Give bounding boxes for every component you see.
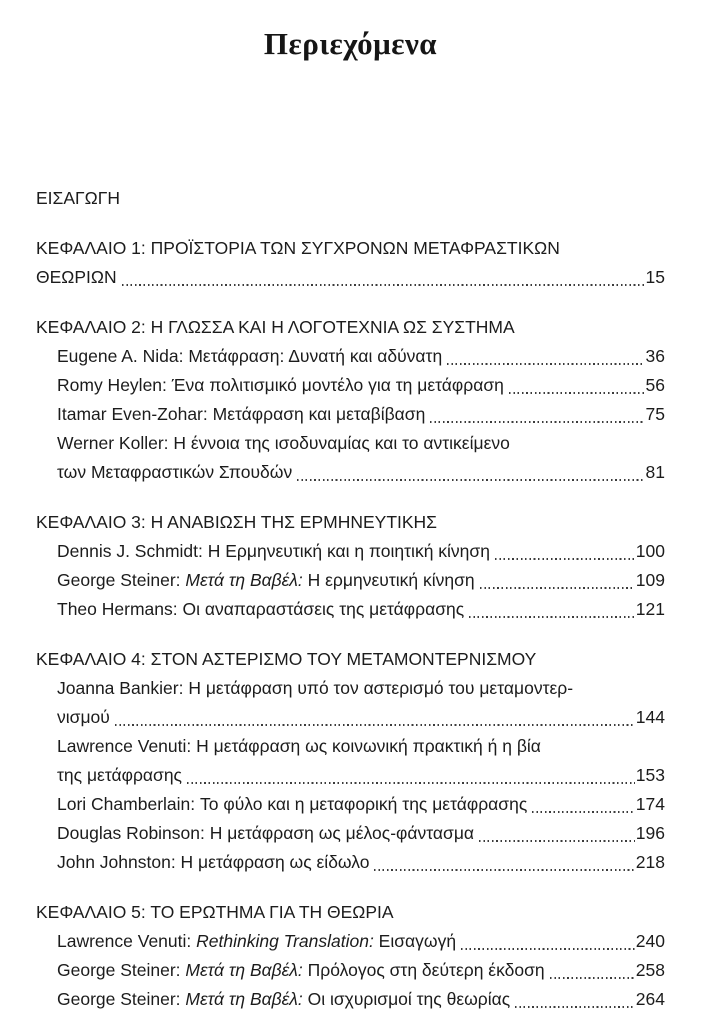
dot-leader: [550, 977, 635, 979]
dot-leader: [515, 1006, 635, 1008]
page-number: 109: [635, 570, 665, 590]
toc-entry-continuation: [36, 703, 665, 732]
toc-section-chapter-2: [36, 313, 665, 487]
entry-text: Theo Hermans: Οι αναπαραστάσεις της μετάφρασης: [57, 599, 465, 619]
dot-leader: [447, 363, 644, 365]
page-number: 144: [635, 707, 665, 727]
heading-text: ΚΕΦΑΛΑΙΟ 5: ΤΟ ΕΡΩΤΗΜΑ ΓΙΑ ΤΗ ΘΕΩΡΙΑ: [36, 902, 394, 922]
dot-leader: [374, 869, 634, 871]
dot-leader: [461, 948, 635, 950]
toc-heading: [36, 234, 665, 263]
toc-entry: [36, 429, 665, 458]
book-title-italic: Rethinking Translation:: [196, 931, 374, 951]
heading-text: ΚΕΦΑΛΑΙΟ 4: ΣΤΟΝ ΑΣΤΕΡΙΣΜΟ ΤΟΥ ΜΕΤΑΜΟΝΤΕΡΝΙΣΜΟΥ: [36, 649, 537, 669]
toc-entry: [36, 537, 665, 566]
toc-entry: [36, 956, 665, 985]
toc-section-chapter-4: [36, 645, 665, 877]
heading-text: ΚΕΦΑΛΑΙΟ 1: ΠΡΟΪΣΤΟΡΙΑ ΤΩΝ ΣΥΓΧΡΟΝΩΝ ΜΕΤΑΦΡΑΣΤΙΚΩΝ: [36, 238, 560, 258]
page-number: 174: [635, 794, 665, 814]
heading-text: ΘΕΩΡΙΩΝ: [36, 267, 117, 287]
entry-text: νισμού: [57, 707, 110, 727]
dot-leader: [115, 724, 635, 726]
dot-leader: [479, 840, 635, 842]
page-number: 56: [645, 375, 665, 395]
entry-text: George Steiner: Μετά τη Βαβέλ: Πρόλογος στη δεύτερη έκδοση: [57, 960, 545, 980]
page-title: Περιεχόμενα: [263, 26, 438, 61]
toc-heading-continuation: [36, 263, 665, 292]
page-number: 196: [635, 823, 665, 843]
entry-text: Lawrence Venuti: Η μετάφραση ως κοινωνική πρακτική ή η βία: [57, 736, 541, 756]
dot-leader: [480, 587, 635, 589]
page-number: 15: [645, 267, 665, 287]
entry-text: Lori Chamberlain: Το φύλο και η μεταφορική της μετάφρασης: [57, 794, 528, 814]
page-number: 258: [635, 960, 665, 980]
entry-text: της μετάφρασης: [57, 765, 182, 785]
toc-entry: [36, 342, 665, 371]
entry-text: Romy Heylen: Ένα πολιτισμικό μοντέλο για τη μετάφραση: [57, 375, 504, 395]
entry-text: George Steiner: Μετά τη Βαβέλ: Οι ισχυρισμοί της θεωρίας: [57, 989, 511, 1009]
page-number: 218: [635, 852, 665, 872]
toc-section-chapter-1: [36, 234, 665, 292]
toc-entry: [36, 732, 665, 761]
toc-entry: [36, 371, 665, 400]
entry-text: Werner Koller: Η έννοια της ισοδυναμίας και το αντικείμενο: [57, 433, 510, 453]
toc-heading: [36, 184, 665, 213]
dot-leader: [430, 421, 644, 423]
entry-text: George Steiner: Μετά τη Βαβέλ: Η ερμηνευτική κίνηση: [57, 570, 475, 590]
toc-heading: [36, 508, 665, 537]
heading-text: ΚΕΦΑΛΑΙΟ 3: Η ΑΝΑΒΙΩΣΗ ΤΗΣ ΕΡΜΗΝΕΥΤΙΚΗΣ: [36, 512, 437, 532]
book-title-italic: Μετά τη Βαβέλ:: [185, 989, 303, 1009]
page-number: 36: [645, 346, 665, 366]
toc-entry: [36, 790, 665, 819]
dot-leader: [509, 392, 645, 394]
entry-text: Joanna Bankier: Η μετάφραση υπό τον αστερισμό του μεταμοντερ-: [57, 678, 574, 698]
entry-text: John Johnston: Η μετάφραση ως είδωλο: [57, 852, 370, 872]
heading-text: ΕΙΣΑΓΩΓΗ: [36, 188, 121, 208]
page-number: 153: [635, 765, 665, 785]
toc-entry: [36, 819, 665, 848]
entry-text: Dennis J. Schmidt: Η Ερμηνευτική και η ποιητική κίνηση: [57, 541, 490, 561]
toc-heading: [36, 898, 665, 927]
entry-text: των Μεταφραστικών Σπουδών: [57, 462, 293, 482]
toc-heading: [36, 645, 665, 674]
toc-entry: [36, 927, 665, 956]
heading-text: ΚΕΦΑΛΑΙΟ 2: Η ΓΛΩΣΣΑ ΚΑΙ Η ΛΟΓΟΤΕΧΝΙΑ ΩΣ ΣΥΣΤΗΜΑ: [36, 317, 515, 337]
page-number: 264: [635, 989, 665, 1009]
toc-entry: [36, 400, 665, 429]
toc-section-introduction: [36, 184, 665, 213]
page-number: 121: [635, 599, 665, 619]
toc-entry: [36, 674, 665, 703]
toc-entry-continuation: [36, 458, 665, 487]
toc-section-chapter-3: [36, 508, 665, 624]
dot-leader: [122, 284, 645, 286]
page-number: 81: [645, 462, 665, 482]
toc-entry: [36, 595, 665, 624]
entry-text: Itamar Even-Zohar: Μετάφραση και μεταβίβαση: [57, 404, 426, 424]
entry-text: Douglas Robinson: Η μετάφραση ως μέλος-φάντασμα: [57, 823, 475, 843]
dot-leader: [495, 558, 635, 560]
page-number: 100: [635, 541, 665, 561]
toc-entry: [36, 848, 665, 877]
dot-leader: [532, 811, 635, 813]
toc-entry-continuation: [36, 761, 665, 790]
toc-section-chapter-5: [36, 898, 665, 1014]
dot-leader: [297, 479, 644, 481]
toc-entry: [36, 566, 665, 595]
entry-text: Lawrence Venuti: Rethinking Translation: Εισαγωγή: [57, 931, 457, 951]
book-title-italic: Μετά τη Βαβέλ:: [185, 570, 303, 590]
entry-text: Eugene A. Nida: Μετάφραση: Δυνατή και αδύνατη: [57, 346, 443, 366]
toc-entry: [36, 985, 665, 1014]
book-title-italic: Μετά τη Βαβέλ:: [185, 960, 303, 980]
dot-leader: [187, 782, 635, 784]
dot-leader: [469, 616, 635, 618]
toc-heading: [36, 313, 665, 342]
table-of-contents: [36, 184, 665, 1014]
page-number: 75: [645, 404, 665, 424]
page-number: 240: [635, 931, 665, 951]
